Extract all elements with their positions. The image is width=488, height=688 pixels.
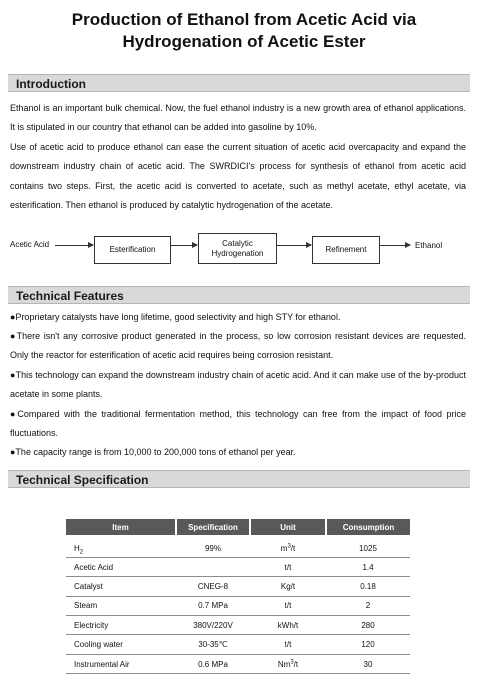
table-row — [66, 654, 410, 673]
unit-cell: $m^3/t$ — [250, 538, 326, 557]
unit-cell: t/t — [250, 557, 326, 576]
column-header-specification: Specification — [176, 519, 250, 538]
item-cell: $H_2$ — [66, 538, 176, 557]
introduction-paragraph-2: Use of acetic acid to produce ethanol can ease the current situation of acetic acid overcapacity and expand the downstream industry chain of acetic acid. The SWRDICI's process for synthesis of ethanol from acetic acid contains two steps. First, the acetic acid is converted to acetate, such as methyl acetate, ethyl acetate, via esterification. Then ethanol is produced by catalytic hydrogenation of the acetate. — [10, 142, 466, 211]
specification-cell: 380V/220V — [176, 616, 250, 635]
table-row — [66, 538, 410, 557]
specification-cell: 0.6 MPa — [176, 654, 250, 673]
consumption-cell: 1.4 — [326, 557, 410, 576]
item-cell: Steam — [66, 596, 176, 615]
consumption-cell: 0.18 — [326, 577, 410, 596]
flow-output-label: Ethanol — [415, 241, 443, 250]
table-row — [66, 635, 410, 654]
flow-arrow-2 — [171, 245, 197, 246]
flow-arrow-1 — [55, 245, 93, 246]
table-row — [66, 577, 410, 596]
item-cell: Instrumental Air — [66, 654, 176, 673]
refinement-box — [312, 236, 380, 264]
specification-cell: 99% — [176, 538, 250, 557]
feature-item: ●This technology can expand the downstream industry chain of acetic acid. And it can make use of the by-product acetate in some plants. — [10, 370, 466, 400]
flow-input-label: Acetic Acid — [10, 240, 50, 249]
catalytic-hydrogenation-box — [198, 233, 277, 264]
unit-cell: t/t — [250, 635, 326, 654]
specification-table — [66, 519, 410, 674]
table-row — [66, 596, 410, 615]
technical-specification-header — [8, 470, 470, 488]
technical-features-header — [8, 286, 470, 304]
technical-features-heading: Technical Features — [16, 289, 124, 303]
refinement-label: Refinement — [325, 245, 367, 254]
introduction-paragraph-1: Ethanol is an important bulk chemical. Now, the fuel ethanol industry is a new growth area of ethanol applications. It is stipulated in our country that ethanol can be added into gasoline by 10%. — [10, 103, 466, 133]
feature-item: ●There isn't any corrosive product generated in the process, so low corrosion resistant devices are requested. Only the reactor for esterification of acetic acid requires being corrosion resistant. — [10, 331, 466, 361]
column-header-consumption: Consumption — [326, 519, 410, 538]
unit-cell: kWh/t — [250, 616, 326, 635]
esterification-box — [94, 236, 171, 264]
item-cell: Electricity — [66, 616, 176, 635]
title-line-1: Production of Ethanol from Acetic Acid via — [71, 10, 417, 29]
consumption-cell: 120 — [326, 635, 410, 654]
flow-arrow-4 — [380, 245, 410, 246]
table-row — [66, 616, 410, 635]
unit-cell: Nm$^3$/t — [250, 654, 326, 673]
item-cell: Acetic Acid — [66, 557, 176, 576]
specification-cell: CNEG-8 — [176, 577, 250, 596]
item-cell: Catalyst — [66, 577, 176, 596]
specification-cell — [176, 557, 250, 576]
introduction-heading: Introduction — [16, 77, 86, 91]
table-header-row — [66, 519, 410, 538]
unit-cell: t/t — [250, 596, 326, 615]
consumption-cell: 30 — [326, 654, 410, 673]
technical-specification-heading: Technical Specification — [16, 473, 149, 487]
specification-cell: 0.7 MPa — [176, 596, 250, 615]
feature-item: ●The capacity range is from 10,000 to 200,000 tons of ethanol per year. — [10, 447, 296, 457]
feature-item: ●Compared with the traditional fermentation method, this technology can free from the impact of food price fluctuations. — [10, 409, 466, 439]
flow-arrow-3 — [277, 245, 311, 246]
table-row — [66, 557, 410, 576]
introduction-header — [8, 74, 470, 92]
consumption-cell: 280 — [326, 616, 410, 635]
hydrogenation-label: Hydrogenation — [211, 248, 264, 258]
esterification-label: Esterification — [109, 245, 156, 254]
item-cell: Cooling water — [66, 635, 176, 654]
unit-cell: Kg/t — [250, 577, 326, 596]
specification-cell: 30-35℃ — [176, 635, 250, 654]
feature-item: ●Proprietary catalysts have long lifetime, good selectivity and high STY for ethanol. — [10, 312, 341, 322]
consumption-cell: 1025 — [326, 538, 410, 557]
consumption-cell: 2 — [326, 596, 410, 615]
document-title — [0, 9, 488, 53]
column-header-unit: Unit — [250, 519, 326, 538]
catalytic-label: Catalytic — [222, 238, 253, 248]
column-header-item: Item — [66, 519, 176, 538]
title-line-2: Hydrogenation of Acetic Ester — [122, 32, 366, 51]
